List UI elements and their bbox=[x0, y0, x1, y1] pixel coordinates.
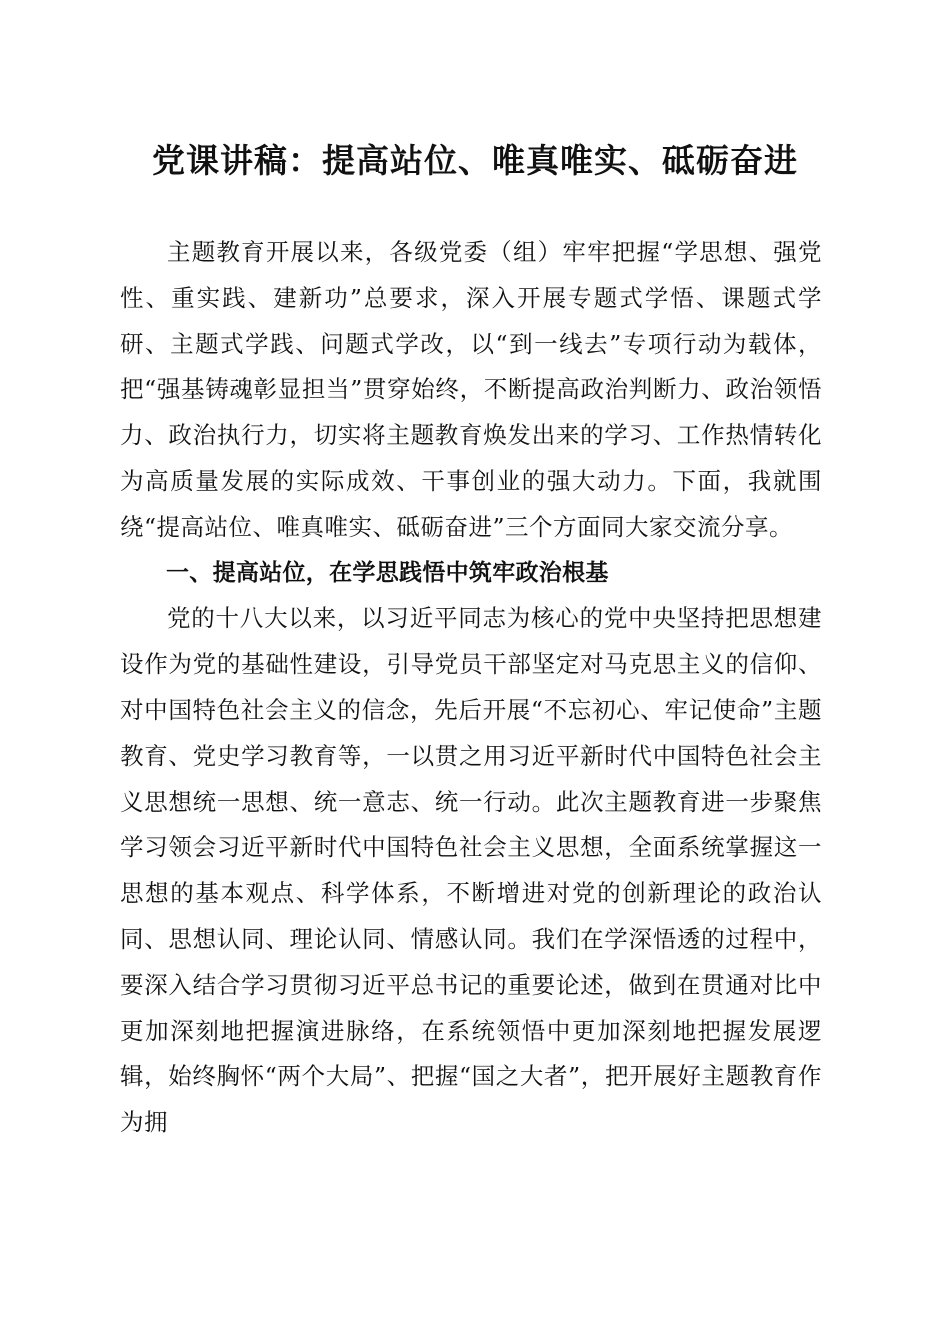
section-heading-1: 一、提高站位，在学思践悟中筑牢政治根基 bbox=[166, 559, 609, 586]
document-body bbox=[120, 230, 822, 1146]
document-title: 党课讲稿：提高站位、唯真唯实、砥砺奋进 bbox=[152, 141, 798, 180]
intro-paragraph: 主题教育开展以来，各级党委（组）牢牢把握“学思想、强党性、重实践、建新功”总要求，深入开展专题式学悟、课题式学研、主题式学践、问题式学改，以“到一线去”专项行动为载体，把“强基铸魂彰显担当”贯穿始终，不断提高政治判断力、政治领悟力、政治执行力，切实将主题教育焕发出来的学习、工作热情转化为高质量发展的实际成效、干事创业的强大动力。下面，我就围绕“提高站位、唯真唯实、砥砺奋进”三个方面同大家交流分享。 bbox=[120, 238, 822, 541]
section-1-paragraph: 党的十八大以来，以习近平同志为核心的党中央坚持把思想建设作为党的基础性建设，引导党员干部坚定对马克思主义的信仰、对中国特色社会主义的信念，先后开展“不忘初心、牢记使命”主题教育、党史学习教育等，一以贯之用习近平新时代中国特色社会主义思想统一思想、统一意志、统一行动。此次主题教育进一步聚焦学习领会习近平新时代中国特色社会主义思想，全面系统掌握这一思想的基本观点、科学体系，不断增进对党的创新理论的政治认同、思想认同、理论认同、情感认同。我们在学深悟透的过程中，要深入结合学习贯彻习近平总书记的重要论述，做到在贯通对比中更加深刻地把握演进脉络，在系统领悟中更加深刻地把握发展逻辑，始终胸怀“两个大局”、把握“国之大者”，把开展好主题教育作为拥 bbox=[120, 604, 822, 1137]
